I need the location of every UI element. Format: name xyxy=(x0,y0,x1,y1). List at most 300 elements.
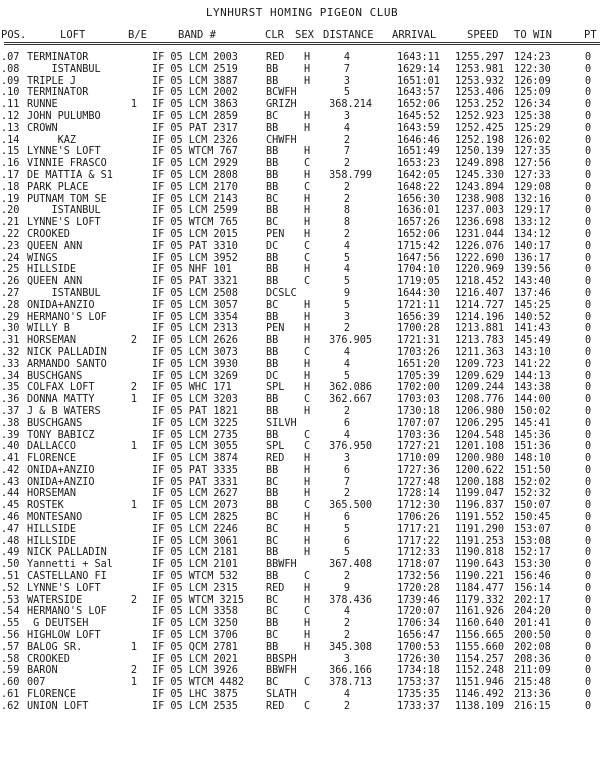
cell-speed: 1209.244 xyxy=(455,382,505,394)
cell-pos: .37 xyxy=(1,405,20,417)
table-row xyxy=(0,382,604,394)
cell-pos: .50 xyxy=(1,559,20,571)
header-rule-bottom xyxy=(4,44,600,45)
cell-pos: .07 xyxy=(1,52,20,63)
cell-pos: .56 xyxy=(1,630,20,642)
cell-arrival: 1651:01 xyxy=(397,75,440,87)
cell-distance: 2 xyxy=(343,571,350,583)
cell-band: IF 05 WTCM 765 xyxy=(152,217,238,229)
cell-loft: CROWN xyxy=(27,122,58,134)
cell-pos: .19 xyxy=(1,193,20,205)
table-row xyxy=(0,87,604,99)
cell-speed: 1152.248 xyxy=(455,665,505,677)
cell-arrival: 1653:23 xyxy=(397,158,440,170)
cell-pt: 0 xyxy=(585,264,592,276)
cell-loft: VINNIE FRASCO xyxy=(27,158,107,170)
table-row xyxy=(0,630,604,642)
table-row xyxy=(0,111,604,123)
cell-speed: 1218.452 xyxy=(455,276,505,288)
cell-arrival: 1651:49 xyxy=(397,146,440,158)
cell-loft: WATERSIDE xyxy=(27,594,83,606)
cell-band: IF 05 LHC 3875 xyxy=(152,689,238,701)
cell-towin: 152:17 xyxy=(514,547,551,559)
cell-band: IF 05 LCM 2002 xyxy=(152,87,238,99)
cell-be: 2 xyxy=(130,594,137,606)
cell-loft: MONTESANO xyxy=(27,512,83,524)
cell-speed: 1253.252 xyxy=(455,99,505,111)
cell-arrival: 1735:35 xyxy=(397,689,440,701)
cell-arrival: 1642:05 xyxy=(397,169,440,181)
cell-towin: 153:30 xyxy=(514,559,551,571)
table-row xyxy=(0,547,604,559)
cell-sex: H xyxy=(304,228,311,240)
cell-distance: 2 xyxy=(343,134,350,146)
cell-loft: BALOG SR. xyxy=(27,641,83,653)
cell-pt: 0 xyxy=(585,358,592,370)
cell-sex: H xyxy=(304,63,311,75)
cell-towin: 216:15 xyxy=(514,700,551,712)
cell-arrival: 1648:22 xyxy=(397,181,440,193)
cell-towin: 132:16 xyxy=(514,193,551,205)
cell-distance: 5 xyxy=(343,252,350,264)
table-row xyxy=(0,642,604,654)
cell-speed: 1154.257 xyxy=(455,653,505,665)
cell-distance: 6 xyxy=(343,512,350,524)
cell-speed: 1220.969 xyxy=(455,264,505,276)
cell-band: IF 05 LCM 3926 xyxy=(152,665,238,677)
cell-band: IF 05 LCM 2181 xyxy=(152,547,238,559)
cell-pt: 0 xyxy=(585,700,592,712)
table-row xyxy=(0,465,604,477)
cell-clr: BBSPH xyxy=(266,653,297,665)
table-row xyxy=(0,205,604,217)
cell-pos: .35 xyxy=(1,382,20,394)
cell-speed: 1138.109 xyxy=(455,700,505,712)
cell-pt: 0 xyxy=(585,299,592,311)
cell-clr: GRIZH xyxy=(266,99,297,111)
table-row xyxy=(0,430,604,442)
cell-pos: .52 xyxy=(1,582,20,594)
cell-arrival: 1720:28 xyxy=(397,582,440,594)
cell-pt: 0 xyxy=(585,429,592,441)
cell-clr: RED xyxy=(266,453,285,465)
cell-loft: J & B WATERS xyxy=(27,405,101,417)
cell-pt: 0 xyxy=(585,205,592,217)
cell-band: IF 05 LCM 3952 xyxy=(152,252,238,264)
cell-loft: 007 xyxy=(27,677,46,689)
cell-distance: 376.950 xyxy=(329,441,372,453)
table-row xyxy=(0,559,604,571)
cell-loft: ARMANDO SANTO xyxy=(27,358,107,370)
cell-band: IF 05 WTCM 3215 xyxy=(152,594,245,606)
cell-loft: HIGHLOW LOFT xyxy=(27,630,101,642)
cell-sex: H xyxy=(304,146,311,158)
cell-clr: DC xyxy=(266,370,279,382)
cell-pos: .62 xyxy=(1,700,20,712)
cell-towin: 140:52 xyxy=(514,311,551,323)
cell-distance: 5 xyxy=(343,370,350,382)
table-row xyxy=(0,618,604,630)
cell-arrival: 1733:37 xyxy=(397,700,440,712)
cell-pos: .39 xyxy=(1,429,20,441)
cell-towin: 127:35 xyxy=(514,146,551,158)
cell-towin: 153:08 xyxy=(514,535,551,547)
cell-band: IF 05 LCM 2073 xyxy=(152,500,238,512)
cell-loft: COLFAX LOFT xyxy=(27,382,95,394)
cell-band: IF 05 LCM 2101 xyxy=(152,559,238,571)
cell-towin: 133:12 xyxy=(514,217,551,229)
cell-pt: 0 xyxy=(585,441,592,453)
cell-speed: 1151.946 xyxy=(455,677,505,689)
cell-clr: RED xyxy=(266,700,285,712)
cell-distance: 9 xyxy=(343,582,350,594)
cell-sex: H xyxy=(304,488,311,500)
cell-pos: .47 xyxy=(1,523,20,535)
cell-pt: 0 xyxy=(585,417,592,429)
cell-clr: BB xyxy=(266,618,279,630)
cell-arrival: 1710:09 xyxy=(397,453,440,465)
cell-pt: 0 xyxy=(585,311,592,323)
cell-distance: 6 xyxy=(343,464,350,476)
cell-clr: BC xyxy=(266,217,279,229)
cell-pos: .21 xyxy=(1,217,20,229)
cell-band: IF 05 LCM 3073 xyxy=(152,346,238,358)
cell-clr: BB xyxy=(266,122,279,134)
cell-sex: C xyxy=(304,346,311,358)
cell-speed: 1253.932 xyxy=(455,75,505,87)
cell-sex: C xyxy=(304,181,311,193)
cell-sex: C xyxy=(304,276,311,288)
cell-pos: .48 xyxy=(1,535,20,547)
cell-clr: BC xyxy=(266,523,279,535)
cell-pos: .55 xyxy=(1,618,20,630)
cell-speed: 1255.297 xyxy=(455,52,505,63)
cell-pt: 0 xyxy=(585,535,592,547)
cell-towin: 201:41 xyxy=(514,618,551,630)
cell-speed: 1226.076 xyxy=(455,240,505,252)
table-row xyxy=(0,323,604,335)
cell-speed: 1252.923 xyxy=(455,110,505,122)
cell-sex: C xyxy=(304,158,311,170)
cell-clr: BC xyxy=(266,110,279,122)
cell-pos: .13 xyxy=(1,122,20,134)
table-row xyxy=(0,217,604,229)
cell-clr: BB xyxy=(266,169,279,181)
cell-distance: 378.713 xyxy=(329,677,372,689)
cell-speed: 1204.548 xyxy=(455,429,505,441)
cell-clr: SILVH xyxy=(266,417,297,429)
cell-loft: KAZ xyxy=(27,134,77,146)
cell-speed: 1191.253 xyxy=(455,535,505,547)
cell-distance: 362.086 xyxy=(329,382,372,394)
cell-loft: ISTANBUL xyxy=(27,287,101,299)
cell-distance: 7 xyxy=(343,146,350,158)
cell-clr: BB xyxy=(266,181,279,193)
cell-pt: 0 xyxy=(585,618,592,630)
cell-clr: BB xyxy=(266,405,279,417)
table-row xyxy=(0,194,604,206)
cell-clr: SPL xyxy=(266,441,285,453)
cell-sex: H xyxy=(304,323,311,335)
cell-towin: 145:25 xyxy=(514,299,551,311)
cell-band: IF 05 LCM 3358 xyxy=(152,606,238,618)
header-towin: TO WIN xyxy=(514,29,552,41)
cell-speed: 1146.492 xyxy=(455,689,505,701)
cell-speed: 1206.980 xyxy=(455,405,505,417)
cell-speed: 1252.425 xyxy=(455,122,505,134)
cell-clr: BB xyxy=(266,252,279,264)
cell-distance: 4 xyxy=(343,240,350,252)
cell-pos: .29 xyxy=(1,311,20,323)
cell-distance: 358.799 xyxy=(329,169,372,181)
cell-pos: .42 xyxy=(1,464,20,476)
cell-loft: DONNA MATTY xyxy=(27,394,95,406)
cell-sex: H xyxy=(304,358,311,370)
cell-loft: LYNNE'S LOFT xyxy=(27,582,101,594)
cell-pt: 0 xyxy=(585,512,592,524)
cell-pos: .49 xyxy=(1,547,20,559)
cell-towin: 141:22 xyxy=(514,358,551,370)
table-row xyxy=(0,229,604,241)
cell-loft: ROSTEK xyxy=(27,500,64,512)
cell-loft: DALLACCO xyxy=(27,441,77,453)
table-row xyxy=(0,76,604,88)
cell-loft: TERMINATOR xyxy=(27,52,89,63)
cell-arrival: 1727:21 xyxy=(397,441,440,453)
cell-band: IF 05 LCM 2170 xyxy=(152,181,238,193)
cell-distance: 3 xyxy=(343,653,350,665)
cell-pos: .11 xyxy=(1,99,20,111)
cell-loft: UNION LOFT xyxy=(27,700,89,712)
cell-pt: 0 xyxy=(585,181,592,193)
cell-band: IF 05 LCM 3887 xyxy=(152,75,238,87)
cell-speed: 1196.837 xyxy=(455,500,505,512)
cell-pos: .15 xyxy=(1,146,20,158)
cell-band: IF 05 LCM 3250 xyxy=(152,618,238,630)
cell-clr: PEN xyxy=(266,323,285,335)
cell-arrival: 1629:14 xyxy=(397,63,440,75)
cell-arrival: 1718:07 xyxy=(397,559,440,571)
cell-loft: HILLSIDE xyxy=(27,264,77,276)
cell-towin: 143:10 xyxy=(514,346,551,358)
cell-speed: 1191.290 xyxy=(455,523,505,535)
cell-sex: C xyxy=(304,571,311,583)
cell-band: IF 05 PAT 3310 xyxy=(152,240,238,252)
cell-band: IF 05 WTCM 767 xyxy=(152,146,238,158)
cell-pos: .23 xyxy=(1,240,20,252)
cell-towin: 152:02 xyxy=(514,476,551,488)
header-speed: SPEED xyxy=(467,29,499,41)
cell-arrival: 1703:36 xyxy=(397,429,440,441)
cell-pos: .44 xyxy=(1,488,20,500)
cell-speed: 1156.665 xyxy=(455,630,505,642)
cell-sex: H xyxy=(304,311,311,323)
cell-pos: .60 xyxy=(1,677,20,689)
cell-pos: .58 xyxy=(1,653,20,665)
cell-pt: 0 xyxy=(585,287,592,299)
cell-be: 1 xyxy=(130,99,137,111)
cell-band: IF 05 LCM 2326 xyxy=(152,134,238,146)
cell-pt: 0 xyxy=(585,276,592,288)
cell-arrival: 1651:20 xyxy=(397,358,440,370)
cell-speed: 1208.776 xyxy=(455,394,505,406)
cell-speed: 1252.198 xyxy=(455,134,505,146)
cell-towin: 127:33 xyxy=(514,169,551,181)
cell-towin: 129:17 xyxy=(514,205,551,217)
cell-pt: 0 xyxy=(585,689,592,701)
cell-arrival: 1656:39 xyxy=(397,311,440,323)
cell-speed: 1155.660 xyxy=(455,641,505,653)
cell-arrival: 1719:05 xyxy=(397,276,440,288)
cell-speed: 1216.407 xyxy=(455,287,505,299)
cell-band: IF 05 LCM 2246 xyxy=(152,523,238,535)
cell-distance: 3 xyxy=(343,311,350,323)
cell-arrival: 1704:10 xyxy=(397,264,440,276)
cell-pt: 0 xyxy=(585,122,592,134)
cell-arrival: 1657:26 xyxy=(397,217,440,229)
table-row xyxy=(0,99,604,111)
cell-speed: 1238.908 xyxy=(455,193,505,205)
cell-pt: 0 xyxy=(585,653,592,665)
cell-arrival: 1720:07 xyxy=(397,606,440,618)
cell-band: IF 05 LCM 3057 xyxy=(152,299,238,311)
cell-band: IF 05 LCM 3354 xyxy=(152,311,238,323)
cell-distance: 2 xyxy=(343,228,350,240)
cell-pt: 0 xyxy=(585,476,592,488)
table-row xyxy=(0,371,604,383)
cell-distance: 4 xyxy=(343,264,350,276)
cell-distance: 4 xyxy=(343,429,350,441)
cell-loft: LYNNE'S LOFT xyxy=(27,146,101,158)
cell-loft: JOHN PULUMBO xyxy=(27,110,101,122)
cell-arrival: 1703:03 xyxy=(397,394,440,406)
cell-be: 2 xyxy=(130,335,137,347)
cell-band: IF 05 LCM 2735 xyxy=(152,429,238,441)
cell-speed: 1161.926 xyxy=(455,606,505,618)
cell-band: IF 05 PAT 3321 xyxy=(152,276,238,288)
cell-towin: 156:46 xyxy=(514,571,551,583)
cell-speed: 1191.552 xyxy=(455,512,505,524)
cell-towin: 126:34 xyxy=(514,99,551,111)
cell-distance: 2 xyxy=(343,323,350,335)
header-rule-top xyxy=(4,42,600,43)
cell-band: IF 05 LCM 3061 xyxy=(152,535,238,547)
table-row xyxy=(0,418,604,430)
cell-loft: HILLSIDE xyxy=(27,535,77,547)
cell-loft: NICK PALLADIN xyxy=(27,346,107,358)
cell-clr: BB xyxy=(266,429,279,441)
cell-towin: 137:46 xyxy=(514,287,551,299)
cell-distance: 366.166 xyxy=(329,665,372,677)
table-row xyxy=(0,264,604,276)
table-row xyxy=(0,123,604,135)
cell-loft: WINGS xyxy=(27,252,58,264)
cell-band: IF 05 LCM 2929 xyxy=(152,158,238,170)
cell-speed: 1222.690 xyxy=(455,252,505,264)
cell-band: IF 05 LCM 3225 xyxy=(152,417,238,429)
cell-loft: TERMINATOR xyxy=(27,87,89,99)
cell-loft: CASTELLANO FI xyxy=(27,571,107,583)
header-pos: POS. xyxy=(1,29,27,41)
cell-towin: 204:20 xyxy=(514,606,551,618)
cell-band: IF 05 WTCM 532 xyxy=(152,571,238,583)
cell-arrival: 1645:52 xyxy=(397,110,440,122)
cell-pos: .53 xyxy=(1,594,20,606)
cell-pt: 0 xyxy=(585,217,592,229)
cell-arrival: 1732:56 xyxy=(397,571,440,583)
cell-pt: 0 xyxy=(585,335,592,347)
cell-pos: .41 xyxy=(1,453,20,465)
cell-sex: C xyxy=(304,677,311,689)
cell-loft: HILLSIDE xyxy=(27,523,77,535)
table-row xyxy=(0,689,604,701)
cell-towin: 208:36 xyxy=(514,653,551,665)
cell-band: IF 05 LCM 2508 xyxy=(152,287,238,299)
cell-speed: 1206.295 xyxy=(455,417,505,429)
cell-clr: BB xyxy=(266,641,279,653)
cell-distance: 3 xyxy=(343,453,350,465)
cell-pt: 0 xyxy=(585,464,592,476)
cell-arrival: 1712:33 xyxy=(397,547,440,559)
cell-be: 2 xyxy=(130,665,137,677)
cell-speed: 1253.406 xyxy=(455,87,505,99)
cell-loft: QUEEN ANN xyxy=(27,240,83,252)
cell-loft: NICK PALLADIN xyxy=(27,547,107,559)
cell-sex: H xyxy=(304,52,311,63)
cell-clr: BC xyxy=(266,512,279,524)
table-header xyxy=(0,29,604,41)
cell-pt: 0 xyxy=(585,582,592,594)
cell-towin: 144:00 xyxy=(514,394,551,406)
cell-loft: TRIPLE J xyxy=(27,75,77,87)
cell-pos: .08 xyxy=(1,63,20,75)
cell-arrival: 1700:53 xyxy=(397,641,440,653)
cell-pos: .46 xyxy=(1,512,20,524)
cell-arrival: 1643:57 xyxy=(397,87,440,99)
header-distance: DISTANCE xyxy=(323,29,374,41)
cell-sex: H xyxy=(304,453,311,465)
cell-arrival: 1712:30 xyxy=(397,500,440,512)
cell-distance: 2 xyxy=(343,158,350,170)
cell-pos: .16 xyxy=(1,158,20,170)
cell-sex: H xyxy=(304,169,311,181)
cell-clr: BC xyxy=(266,299,279,311)
table-row xyxy=(0,595,604,607)
cell-distance: 2 xyxy=(343,630,350,642)
header-loft: LOFT xyxy=(60,29,86,41)
table-row xyxy=(0,253,604,265)
cell-band: IF 05 LCM 3874 xyxy=(152,453,238,465)
results-table xyxy=(0,52,604,713)
cell-speed: 1249.898 xyxy=(455,158,505,170)
cell-band: IF 05 NHF 101 xyxy=(152,264,232,276)
cell-speed: 1190.643 xyxy=(455,559,505,571)
cell-clr: BB xyxy=(266,571,279,583)
cell-speed: 1245.330 xyxy=(455,169,505,181)
cell-speed: 1237.003 xyxy=(455,205,505,217)
cell-sex: C xyxy=(304,606,311,618)
cell-speed: 1214.727 xyxy=(455,299,505,311)
table-row xyxy=(0,441,604,453)
cell-pt: 0 xyxy=(585,594,592,606)
cell-sex: C xyxy=(304,429,311,441)
table-row xyxy=(0,300,604,312)
cell-speed: 1243.894 xyxy=(455,181,505,193)
cell-speed: 1200.188 xyxy=(455,476,505,488)
cell-loft: HORSEMAN xyxy=(27,488,77,500)
header-sex: SEX xyxy=(295,29,314,41)
cell-towin: 145:49 xyxy=(514,335,551,347)
